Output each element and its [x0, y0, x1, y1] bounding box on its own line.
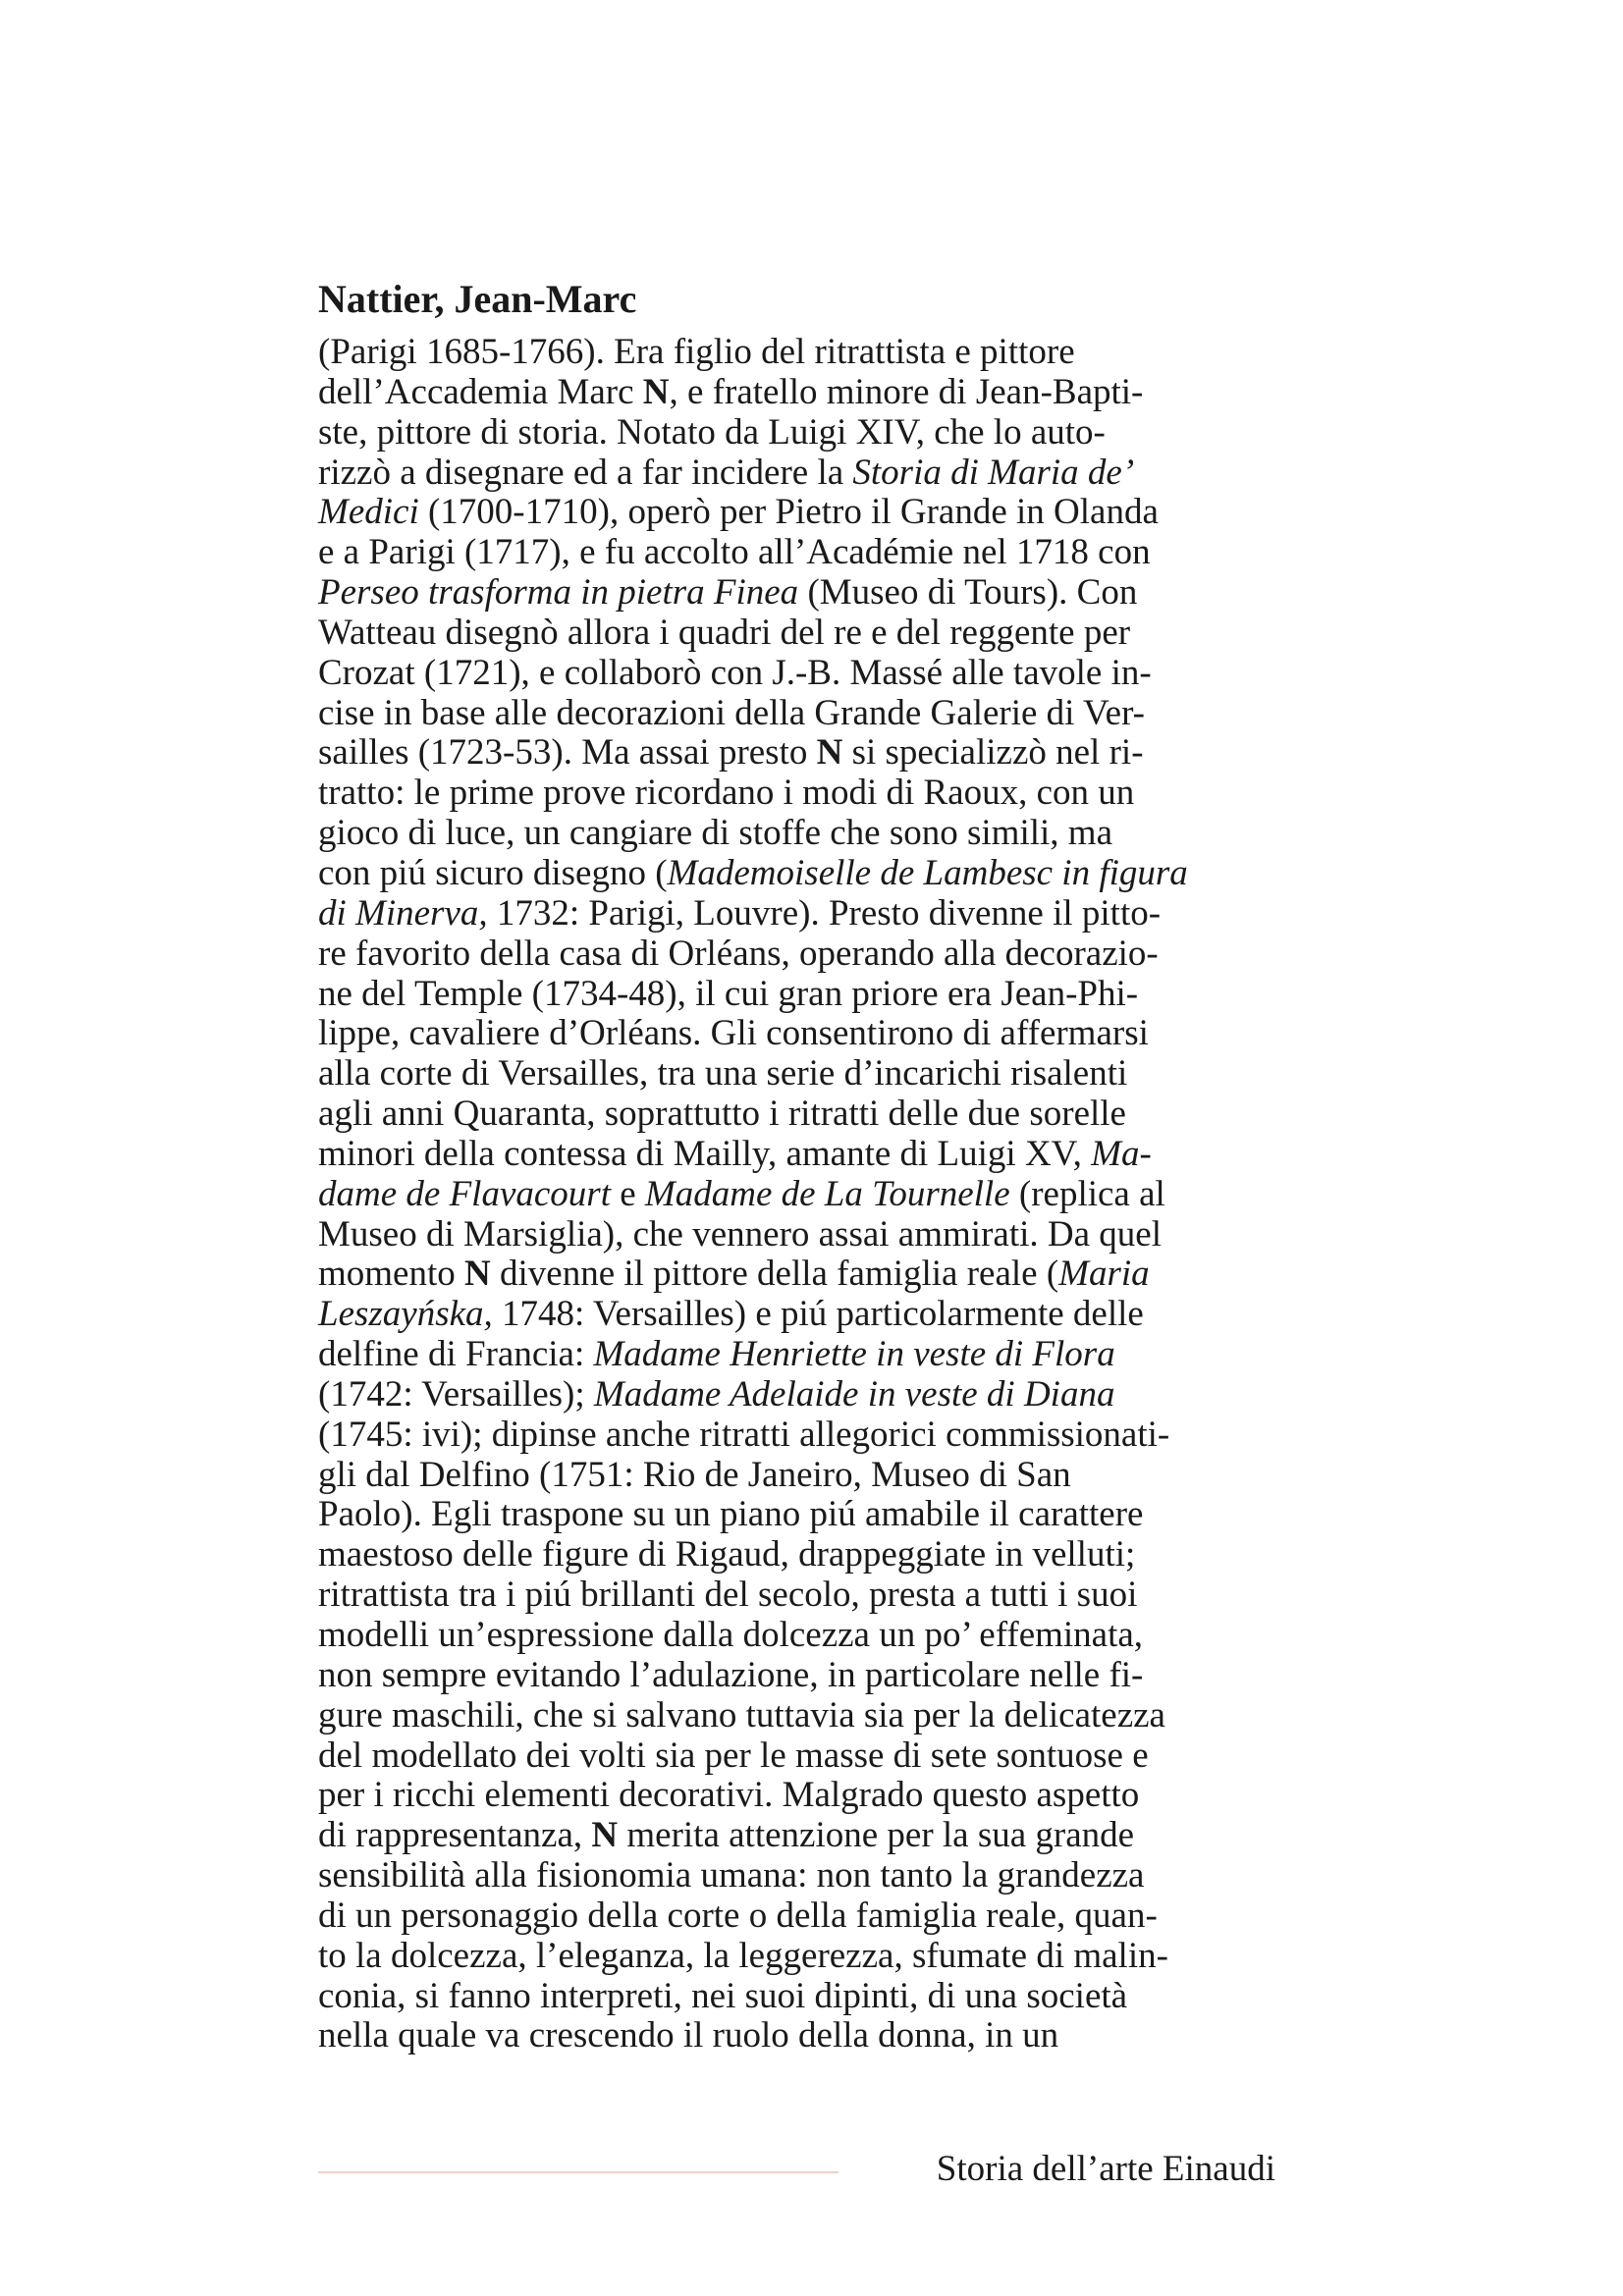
text-line: [318, 573, 1275, 614]
text-run: gli dal Delfino (1751: Rio de Janeiro, Museo di San: [318, 1454, 1071, 1495]
italic-title: Madame Henriette in veste di Flora: [593, 1334, 1115, 1375]
text-line: [318, 1816, 1275, 1856]
italic-title: Medici: [318, 492, 419, 533]
text-line: [318, 373, 1275, 413]
bold-abbrev: N: [642, 371, 670, 412]
entry-title: Nattier, Jean-Marc: [318, 277, 637, 321]
text-run: agli anni Quaranta, soprattutto i ritratti delle due sorelle: [318, 1094, 1126, 1135]
text-run: divenne il pittore della famiglia reale (: [490, 1254, 1059, 1295]
text-run: (replica al: [1009, 1173, 1165, 1214]
text-run: Watteau disegnò allora i quadri del re e del reggente per: [318, 612, 1131, 653]
text-line: [318, 894, 1275, 934]
text-line: [318, 1495, 1275, 1535]
italic-title: di Minerva,: [318, 892, 488, 934]
text-run: e a Parigi (1717), e fu accolto all’Académie nel 1718 con: [318, 532, 1151, 573]
text-line: [318, 1456, 1275, 1496]
text-line: [318, 1856, 1275, 1896]
italic-title: Storia di Maria de’: [852, 452, 1135, 493]
text-run: per i ricchi elementi decorativi. Malgrado questo aspetto: [318, 1775, 1140, 1816]
bold-abbrev: N: [591, 1815, 619, 1856]
text-run: Paolo). Egli traspone su un piano piú amabile il carattere: [318, 1494, 1144, 1535]
text-run: (1700-1710), operò per Pietro il Grande in Olanda: [418, 492, 1159, 533]
text-run: modelli un’espressione dalla dolcezza un po’ effeminata,: [318, 1615, 1144, 1655]
bold-abbrev: N: [464, 1254, 491, 1295]
text-line: [318, 1175, 1275, 1215]
text-run: Crozat (1721), e collaborò con J.-B. Massé alle tavole in-: [318, 652, 1152, 693]
text-run: maestoso delle figure di Rigaud, drappeggiate in velluti;: [318, 1534, 1136, 1575]
text-line: [318, 333, 1275, 373]
text-line: [318, 1335, 1275, 1375]
text-run: alla corte di Versailles, tra una serie d’incarichi risalenti: [318, 1053, 1128, 1095]
text-run: 1748: Versailles) e piú particolarmente delle: [492, 1294, 1144, 1335]
bold-abbrev: N: [816, 732, 843, 774]
text-line: [318, 1736, 1275, 1777]
italic-title: Leszayńska,: [318, 1294, 493, 1335]
text-line: [318, 1095, 1275, 1135]
text-run: merita attenzione per la sua grande: [618, 1815, 1135, 1856]
text-line: [318, 1937, 1275, 1977]
text-line: [318, 1415, 1275, 1456]
text-line: [318, 1696, 1275, 1736]
entry-body: [318, 333, 1275, 2056]
text-run: con piú sicuro disegno (: [318, 852, 668, 893]
footer-publisher: Storia dell’arte Einaudi: [936, 2149, 1275, 2189]
text-run: del modellato dei volti sia per le masse di sete sontuose e: [318, 1735, 1149, 1776]
text-line: [318, 814, 1275, 854]
text-run: , e fratello minore di Jean-Bapti-: [669, 371, 1144, 412]
text-run: rizzò a disegnare ed a far incidere la: [318, 452, 853, 493]
text-line: [318, 975, 1275, 1015]
text-line: [318, 854, 1275, 894]
text-run: re favorito della casa di Orléans, operando alla decorazio-: [318, 933, 1159, 974]
text-run: non sempre evitando l’adulazione, in particolare nelle fi-: [318, 1654, 1144, 1695]
text-run: 1732: Parigi, Louvre). Presto divenne il pitto-: [487, 892, 1162, 934]
text-run: conia, si fanno interpreti, nei suoi dipinti, di una società: [318, 1975, 1128, 2016]
text-line: [318, 533, 1275, 573]
text-line: [318, 694, 1275, 734]
text-line: [318, 1535, 1275, 1575]
text-line: [318, 1977, 1275, 2017]
text-run: (1742: Versailles);: [318, 1373, 594, 1415]
text-line: [318, 774, 1275, 814]
text-run: gioco di luce, un cangiare di stoffe che sono simili, ma: [318, 813, 1112, 854]
text-run: momento: [318, 1254, 465, 1295]
text-line: [318, 654, 1275, 694]
text-run: di un personaggio della corte o della famiglia reale, quan-: [318, 1895, 1158, 1936]
text-run: dell’Accademia Marc: [318, 371, 643, 412]
text-run: cise in base alle decorazioni della Grande Galerie di Ver-: [318, 692, 1145, 733]
text-line: [318, 934, 1275, 975]
text-line: [318, 454, 1275, 494]
text-run: sailles (1723-53). Ma assai presto: [318, 732, 817, 774]
text-line: [318, 1375, 1275, 1415]
text-line: [318, 1575, 1275, 1616]
text-run: lippe, cavaliere d’Orléans. Gli consentirono di affermarsi: [318, 1013, 1149, 1054]
text-run: nella quale va crescendo il ruolo della donna, in un: [318, 2015, 1059, 2056]
footer-rule: [318, 2171, 839, 2173]
text-run: Museo di Marsiglia), che vennero assai ammirati. Da quel: [318, 1213, 1162, 1255]
text-run: ste, pittore di storia. Notato da Luigi XIV, che lo auto-: [318, 411, 1106, 453]
italic-title: Madame Adelaide in veste di Diana: [593, 1373, 1115, 1415]
text-run: (Parigi 1685-1766). Era figlio del ritrattista e pittore: [318, 332, 1075, 372]
text-line: [318, 1014, 1275, 1054]
text-run: si specializzò nel ri-: [842, 732, 1144, 774]
text-run: di rappresentanza,: [318, 1815, 592, 1856]
text-run: delfine di Francia:: [318, 1334, 594, 1375]
text-line: [318, 1295, 1275, 1335]
text-line: [318, 413, 1275, 454]
text-run: tratto: le prime prove ricordano i modi di Raoux, con un: [318, 773, 1135, 814]
text-line: [318, 1896, 1275, 1937]
text-line: [318, 1135, 1275, 1175]
text-line: [318, 1054, 1275, 1095]
text-run: minori della contessa di Mailly, amante di Luigi XV,: [318, 1133, 1092, 1174]
text-run: gure maschili, che si salvano tuttavia sia per la delicatezza: [318, 1694, 1165, 1735]
text-line: [318, 1215, 1275, 1255]
text-line: [318, 1616, 1275, 1656]
text-line: [318, 733, 1275, 774]
text-line: [318, 1776, 1275, 1816]
text-run: to la dolcezza, l’eleganza, la leggerezza, sfumate di malin-: [318, 1935, 1168, 1976]
text-run: (Museo di Tours). Con: [798, 572, 1138, 614]
italic-title: dame de Flavacourt: [318, 1173, 611, 1214]
italic-title: Madame de La Tournelle: [644, 1173, 1010, 1214]
text-run: (1745: ivi); dipinse anche ritratti allegorici commissionati-: [318, 1414, 1170, 1455]
text-line: [318, 614, 1275, 654]
text-run: ritrattista tra i piú brillanti del secolo, presta a tutti i suoi: [318, 1575, 1138, 1616]
italic-title: Ma-: [1091, 1133, 1152, 1174]
text-run: sensibilità alla fisionomia umana: non tanto la grandezza: [318, 1855, 1145, 1896]
text-line: [318, 2016, 1275, 2056]
italic-title: Mademoiselle de Lambesc in figura: [667, 852, 1188, 893]
italic-title: Maria: [1058, 1254, 1150, 1295]
text-run: ne del Temple (1734-48), il cui gran priore era Jean-Phi-: [318, 973, 1139, 1014]
text-line: [318, 493, 1275, 533]
text-line: [318, 1656, 1275, 1696]
text-line: [318, 1255, 1275, 1295]
italic-title: Perseo trasforma in pietra Finea: [318, 572, 799, 614]
text-run: e: [610, 1173, 645, 1214]
